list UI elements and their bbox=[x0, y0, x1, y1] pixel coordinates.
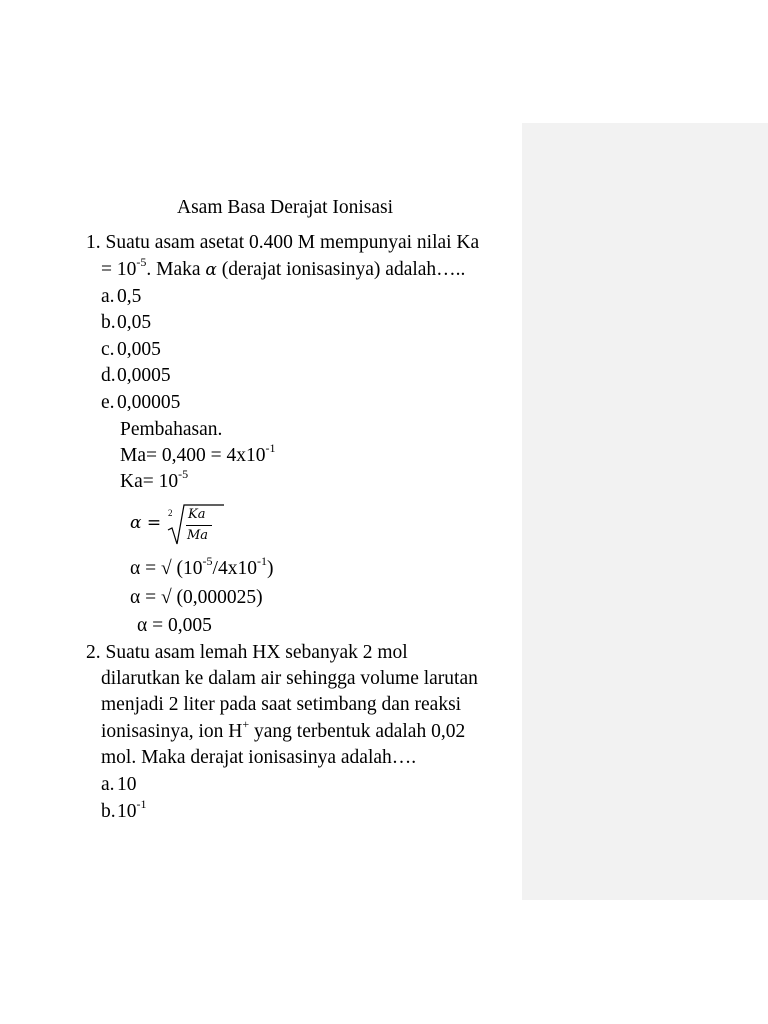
q1-line2-part-a: = 10 bbox=[101, 259, 137, 280]
option-text: 0,05 bbox=[117, 312, 152, 333]
q1-option-a bbox=[101, 284, 141, 310]
fraction-bar bbox=[186, 525, 212, 526]
ka-value: Ka= 10 bbox=[120, 471, 179, 492]
q1-line2-part-b: . Maka bbox=[146, 259, 206, 280]
step-3-line: α = 0,005 bbox=[137, 615, 212, 636]
question-2-line-4 bbox=[101, 716, 466, 745]
option-label: d. bbox=[101, 365, 116, 386]
option-label: a. bbox=[101, 774, 115, 795]
option-label: c. bbox=[101, 339, 115, 360]
question-1-text-line-1: Suatu asam asetat 0.400 M mempunyai nilai Ka bbox=[105, 232, 480, 253]
hydrogen-charge: + bbox=[242, 716, 250, 731]
question-2-line-1 bbox=[86, 640, 408, 666]
q1-line2-part-c: (derajat ionisasinya) adalah….. bbox=[216, 259, 466, 280]
fraction-denominator: Ma bbox=[187, 528, 209, 543]
ka-exponent: -5 bbox=[178, 466, 189, 481]
fraction-numerator: Ka bbox=[188, 507, 206, 522]
question-1-line-2 bbox=[101, 254, 466, 283]
step-1-part-b: /4x10 bbox=[212, 558, 257, 579]
question-2-line-2: dilarutkan ke dalam air sehingga volume larutan bbox=[101, 668, 478, 689]
option-text: 0,5 bbox=[117, 286, 142, 307]
q1-option-b bbox=[101, 310, 151, 336]
q1-line2-exponent: -5 bbox=[136, 254, 147, 269]
question-1-line-1 bbox=[86, 230, 479, 256]
question-2-text-line-1: Suatu asam lemah HX sebanyak 2 mol bbox=[105, 642, 408, 663]
q1-option-e bbox=[101, 390, 180, 416]
q2-option-a bbox=[101, 772, 137, 798]
q1-option-d bbox=[101, 363, 171, 389]
q2-line4-part-a: ionisasinya, ion H bbox=[101, 721, 243, 742]
option-text: 0,005 bbox=[117, 339, 161, 360]
ka-value-line bbox=[120, 466, 189, 495]
option-label: a. bbox=[101, 286, 115, 307]
step-2-line: α = √ (0,000025) bbox=[130, 587, 263, 608]
radical-fraction bbox=[166, 502, 276, 550]
option-text: 10 bbox=[117, 801, 137, 822]
option-text: 0,0005 bbox=[117, 365, 171, 386]
ma-value: Ma= 0,400 = 4x10 bbox=[120, 445, 266, 466]
question-2-line-5: mol. Maka derajat ionisasinya adalah…. bbox=[101, 747, 417, 768]
option-text: 0,00005 bbox=[117, 392, 181, 413]
option-exponent: -1 bbox=[136, 796, 147, 811]
option-text: 10 bbox=[117, 774, 137, 795]
step-1-part-c: ) bbox=[266, 558, 274, 579]
root-index: 2 bbox=[168, 508, 173, 518]
step-1-exponent-2: -1 bbox=[256, 553, 267, 568]
formula-lhs bbox=[130, 510, 161, 536]
formula-lhs-text: α = bbox=[130, 513, 162, 533]
comment-pane bbox=[522, 123, 768, 900]
question-1-number: 1. bbox=[86, 232, 101, 253]
discussion-label: Pembahasan. bbox=[120, 419, 223, 440]
step-1-exponent-1: -5 bbox=[202, 553, 213, 568]
ma-exponent: -1 bbox=[265, 440, 276, 455]
option-label: e. bbox=[101, 392, 115, 413]
page-title: Asam Basa Derajat Ionisasi bbox=[177, 197, 394, 218]
step-1-line bbox=[130, 553, 274, 582]
option-label: b. bbox=[101, 312, 116, 333]
q2-option-b bbox=[101, 796, 147, 825]
option-label: b. bbox=[101, 801, 116, 822]
alpha-symbol: α bbox=[205, 260, 217, 280]
step-1-part-a: α = √ (10 bbox=[130, 558, 203, 579]
question-2-line-3: menjadi 2 liter pada saat setimbang dan reaksi bbox=[101, 694, 462, 715]
q2-line4-part-b: yang terbentuk adalah 0,02 bbox=[249, 721, 466, 742]
ma-value-line bbox=[120, 440, 276, 469]
q1-option-c bbox=[101, 337, 161, 363]
question-2-number: 2. bbox=[86, 642, 101, 663]
